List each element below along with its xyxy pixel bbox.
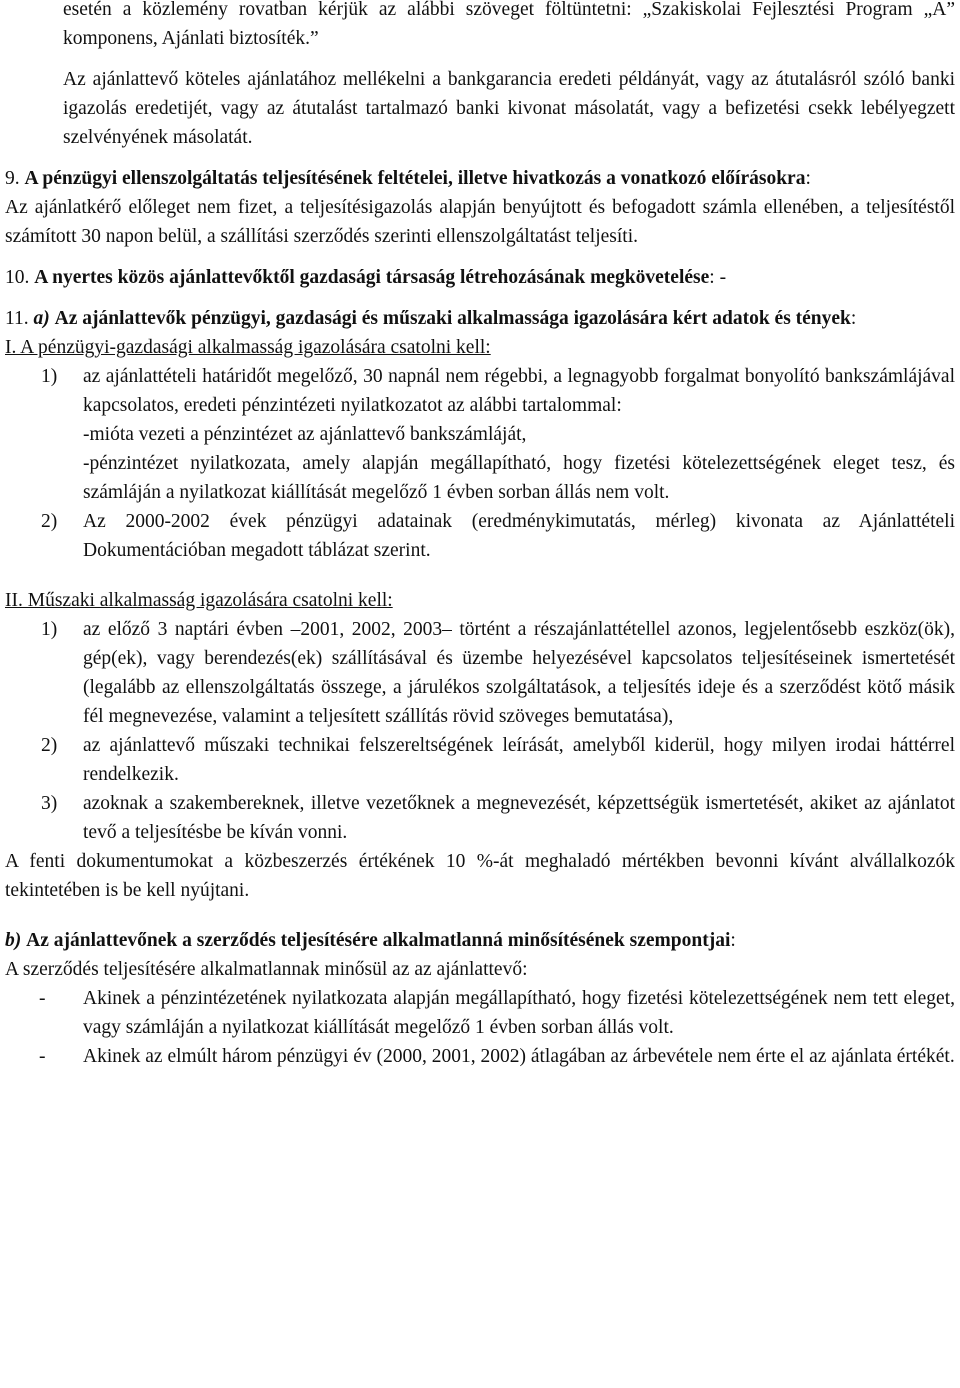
section-10-number: 10. (5, 267, 30, 288)
part-i-subitem-1: -mióta vezeti a pénzintézet az ajánlattevő bankszámláját, (83, 424, 527, 445)
document-page (5, 0, 955, 1071)
item-text: az ajánlattevő műszaki technikai felszereltségének leírását, amelyből kiderül, hogy milyen irodai háttérrel rendelkezik. (83, 735, 955, 785)
item-text: Az 2000-2002 évek pénzügyi adatainak (eredménykimutatás, mérleg) kivonata az Ajánlattételi Dokumentációban megadott táblázat szerint. (83, 511, 955, 561)
section-b-heading (5, 926, 955, 955)
intro-line: esetén a közlemény rovatban kérjük az alábbi szöveget föltüntetni: „Szakiskolai Fejlesztési Program „A” komponens, Ajánlati biztosíték.” (63, 0, 955, 49)
section-9-colon: : (805, 168, 811, 189)
item-number: 1) (41, 619, 58, 640)
section-11-number: 11. (5, 308, 29, 329)
item-number: 1) (41, 366, 58, 387)
section-b-item-2 (5, 1042, 955, 1071)
part-i-heading (5, 333, 955, 362)
part-i-item-1 (5, 362, 955, 420)
section-9-number: 9. (5, 168, 20, 189)
part-ii-item-3 (5, 789, 955, 847)
part-ii-item-1 (5, 615, 955, 731)
section-b-title: Az ajánlattevőnek a szerződés teljesítésére alkalmatlanná minősítésének szempontjai (26, 930, 731, 951)
item-text: Akinek a pénzintézetének nyilatkozata alapján megállapítható, hogy fizetési kötelezettségének nem tett eleget, vagy számláján a nyilatkozat kiállítását megelőző 1 évben sorban állás volt. (83, 988, 955, 1038)
item-number: 2) (41, 511, 58, 532)
item-text: Akinek az elmúlt három pénzügyi év (2000, 2001, 2002) átlagában az árbevétele nem érte el az ajánlata értékét. (83, 1046, 955, 1067)
section-11-title: Az ajánlattevők pénzügyi, gazdasági és műszaki alkalmassága igazolására kért adatok és tények (54, 308, 851, 329)
item-text: az előző 3 naptári évben –2001, 2002, 2003– történt a részajánlattétellel azonos, legjelentősebb eszköz(ök), gép(ek), vagy berendezés(ek) szállításával és üzembe helyezésével kapcsolatos teljesítéseinek ismertetését (legalább az ellenszolgáltatás összege, a járulékos szolgáltatások, a teljesítés ideje és a szerződést kötő másik fél megnevezése, valamint a teljesített szállítás rövid szöveges bemutatása), (83, 619, 955, 727)
part-i-subitem-2: -pénzintézet nyilatkozata, amely alapján megállapítható, hogy fizetési kötelezettségének eleget tesz, és számláján a nyilatkozat kiállítását megelőző 1 évben sorban állás nem volt. (83, 453, 955, 503)
part-i-heading-text: I. A pénzügyi-gazdasági alkalmasság igazolására csatolni kell: (5, 337, 491, 358)
item-text: azoknak a szakembereknek, illetve vezetőknek a megnevezését, képzettségük ismertetését, akiket az ajánlatot tevő a teljesítésbe be kíván vonni. (83, 793, 955, 843)
part-ii-heading (5, 586, 955, 615)
section-11-letter: a) (33, 308, 50, 329)
section-10-tail: : - (709, 267, 727, 288)
item-dash: - (39, 1046, 46, 1067)
section-b-letter: b) (5, 930, 22, 951)
section-11-heading (5, 304, 955, 333)
section-10-heading (5, 263, 955, 292)
part-ii-item-2 (5, 731, 955, 789)
item-text: az ajánlattételi határidőt megelőző, 30 napnál nem régebbi, a legnagyobb forgalmat bonyolító bankszámlájával kapcsolatos, eredeti pénzintézeti nyilatkozatot az alábbi tartalommal: (83, 366, 955, 416)
section-10-title: A nyertes közös ajánlattevőktől gazdasági társaság létrehozásának megkövetelése (34, 267, 710, 288)
intro-paragraph: Az ajánlattevő köteles ajánlatához mellékelni a bankgarancia eredeti példányát, vagy az átutalásról szóló banki igazolás eredetijét, vagy az átutalást tartalmazó banki kivonat másolatát, vagy a befizetési csekk lebélyegzett szelvényének másolatát. (63, 69, 955, 148)
part-i-item-2 (5, 507, 955, 565)
section-11-colon: : (850, 308, 857, 329)
section-9-body: Az ajánlatkérő előleget nem fizet, a teljesítésigazolás alapján benyújtott és befogadott számla ellenében, a teljesítéstől számított 30 napon belül, a szállítási szerződés szerinti ellenszolgáltatást teljesíti. (5, 197, 955, 247)
item-number: 3) (41, 793, 58, 814)
part-ii-footer: A fenti dokumentumokat a közbeszerzés értékének 10 %-át meghaladó mértékben bevonni kívánt alvállalkozók tekintetében is be kell nyújtani. (5, 851, 955, 901)
part-ii-heading-text: II. Műszaki alkalmasság igazolására csatolni kell: (5, 590, 393, 611)
item-number: 2) (41, 735, 58, 756)
section-9-heading (5, 164, 955, 193)
item-dash: - (39, 988, 46, 1009)
section-b-intro: A szerződés teljesítésére alkalmatlannak minősül az az ajánlattevő: (5, 959, 528, 980)
section-9-title: A pénzügyi ellenszolgáltatás teljesítésének feltételei, illetve hivatkozás a vonatkozó előírásokra (24, 168, 806, 189)
section-b-colon: : (730, 930, 736, 951)
section-b-item-1 (5, 984, 955, 1042)
